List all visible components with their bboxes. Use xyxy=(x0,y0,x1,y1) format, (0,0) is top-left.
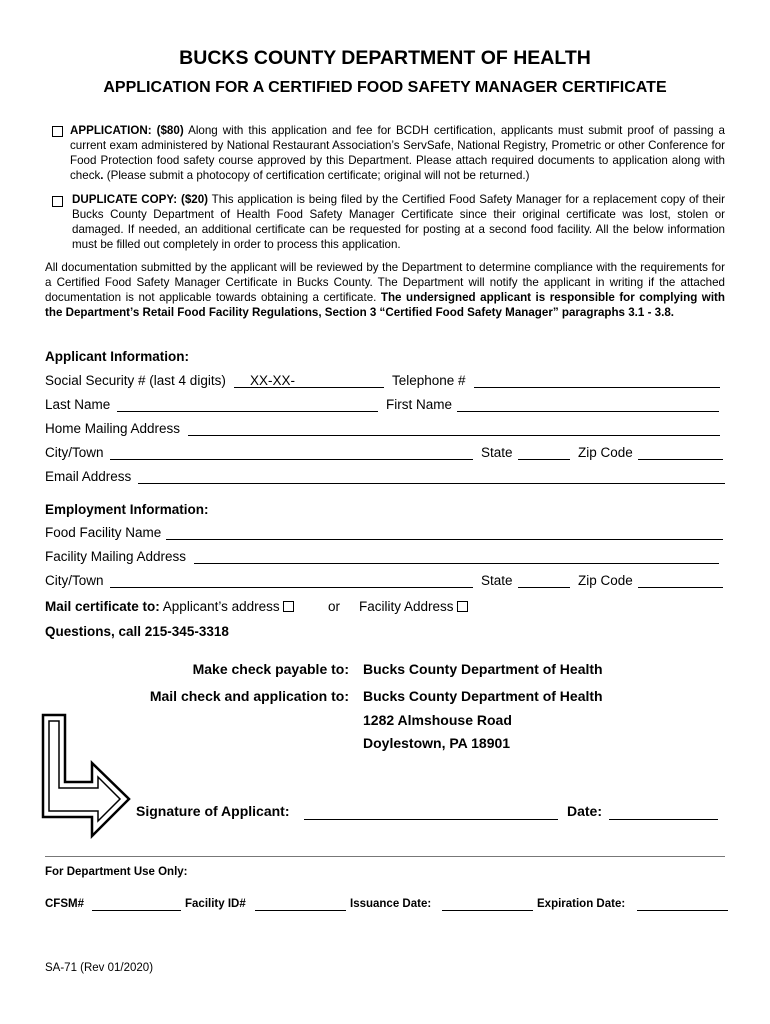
department-heading: For Department Use Only: xyxy=(45,866,188,878)
facility-address-checkbox[interactable] xyxy=(457,601,468,612)
applicant-city-field[interactable] xyxy=(110,459,473,460)
mail-option-applicant: Applicant’s address xyxy=(162,599,280,614)
last-name-field[interactable] xyxy=(117,411,378,412)
facility-zip-field[interactable] xyxy=(638,587,723,588)
cfsm-label: CFSM# xyxy=(45,898,84,910)
duplicate-text: This application is being filed by the Certified Food Safety Manager for a replacement copy of their Bucks County Department of Health Food Safety Manager Certificate since their original certificate was lost, stolen or damaged. If needed, an additional certificate can be requested for posting at a second food facility. All the below information must be filled out completely in order to process this application. xyxy=(72,193,725,251)
mail-address-line2: 1282 Almshouse Road xyxy=(363,712,512,728)
page-subtitle: APPLICATION FOR A CERTIFIED FOOD SAFETY MANAGER CERTIFICATE xyxy=(103,79,667,96)
ssn-label: Social Security # (last 4 digits) xyxy=(45,373,226,388)
applicant-zip-field[interactable] xyxy=(638,459,723,460)
signature-date-label: Date: xyxy=(567,803,603,819)
duplicate-paragraph xyxy=(72,192,725,252)
facility-city-label: City/Town xyxy=(45,573,104,588)
employment-heading: Employment Information: xyxy=(45,502,209,517)
notice-bold-text: The undersigned applicant is responsible for complying with the Department’s Retail Food Facility Regulations, Section 3 “Certified Food Safety Manager” paragraphs 3.1 - 3.8. xyxy=(45,291,725,319)
first-name-label: First Name xyxy=(386,397,453,412)
facility-state-label: State xyxy=(481,573,513,588)
expiration-date-label: Expiration Date: xyxy=(537,898,626,910)
applicant-heading: Applicant Information: xyxy=(45,349,189,364)
notice-paragraph xyxy=(45,260,725,320)
facility-state-field[interactable] xyxy=(518,587,570,588)
questions-phone: Questions, call 215-345-3318 xyxy=(45,624,229,639)
signature-field[interactable] xyxy=(304,819,558,820)
mail-certificate-row xyxy=(45,599,294,614)
facility-address-label: Facility Mailing Address xyxy=(45,549,187,564)
home-address-field[interactable] xyxy=(188,435,720,436)
page-title: BUCKS COUNTY DEPARTMENT OF HEALTH xyxy=(179,47,591,69)
issuance-date-field[interactable] xyxy=(442,910,533,911)
facility-address-field[interactable] xyxy=(194,563,719,564)
facility-id-label: Facility ID# xyxy=(185,898,246,910)
facility-id-field[interactable] xyxy=(255,910,346,911)
applicant-zip-label: Zip Code xyxy=(578,445,633,460)
application-text: Along with this application and fee for BCDH certification, applicants must submit proof of passing a current exam administered by National Restaurant Association’s ServSafe, National Registry, Prometric or other Conference for Food Protection food safety course approved by this Department. Please attach required documents to application along with check xyxy=(70,124,725,182)
mail-option-facility-row xyxy=(359,599,468,614)
applicant-address-checkbox[interactable] xyxy=(283,601,294,612)
application-text-tail: (Please submit a photocopy of certification certificate; original will not be returned.) xyxy=(103,169,530,182)
notice-text: All documentation submitted by the applicant will be reviewed by the Department to determine compliance with the requirements for a Certified Food Safety Manager Certificate in Bucks County. The Department will notify the applicant in writing if the attached documentation is not applicable towards obtaining a certificate. xyxy=(45,261,725,304)
first-name-field[interactable] xyxy=(457,411,719,412)
applicant-city-label: City/Town xyxy=(45,445,104,460)
form-revision: SA-71 (Rev 01/2020) xyxy=(45,962,154,974)
email-field[interactable] xyxy=(138,483,725,484)
applicant-state-field[interactable] xyxy=(518,459,570,460)
payable-to: Bucks County Department of Health xyxy=(363,661,603,677)
application-paragraph xyxy=(70,123,725,183)
applicant-state-label: State xyxy=(481,445,513,460)
issuance-date-label: Issuance Date: xyxy=(350,898,432,910)
mail-or: or xyxy=(328,599,341,614)
signature-date-field[interactable] xyxy=(609,819,718,820)
facility-city-field[interactable] xyxy=(110,587,473,588)
cfsm-field[interactable] xyxy=(92,910,181,911)
payable-label: Make check payable to: xyxy=(192,661,349,677)
duplicate-checkbox[interactable] xyxy=(52,196,63,207)
application-checkbox[interactable] xyxy=(52,126,63,137)
divider xyxy=(45,856,725,857)
application-text-period: . xyxy=(100,169,104,182)
facility-zip-label: Zip Code xyxy=(578,573,633,588)
mail-to-label: Mail check and application to: xyxy=(149,688,349,704)
email-label: Email Address xyxy=(45,469,132,484)
facility-name-label: Food Facility Name xyxy=(45,525,162,540)
mail-certificate-label: Mail certificate to: xyxy=(45,599,160,614)
expiration-date-field[interactable] xyxy=(637,910,728,911)
home-address-label: Home Mailing Address xyxy=(45,421,181,436)
telephone-field[interactable] xyxy=(474,387,720,388)
arrow-right-icon xyxy=(40,712,132,842)
duplicate-label: DUPLICATE COPY: ($20) xyxy=(72,193,209,206)
telephone-label: Telephone # xyxy=(392,373,466,388)
mail-address-line3: Doylestown, PA 18901 xyxy=(363,735,511,751)
ssn-value: XX-XX- xyxy=(250,373,296,388)
application-label: APPLICATION: ($80) xyxy=(70,124,184,137)
mail-address-line1: Bucks County Department of Health xyxy=(363,688,603,704)
signature-label: Signature of Applicant: xyxy=(136,803,290,819)
facility-name-field[interactable] xyxy=(166,539,723,540)
last-name-label: Last Name xyxy=(45,397,111,412)
mail-option-facility: Facility Address xyxy=(359,599,454,614)
